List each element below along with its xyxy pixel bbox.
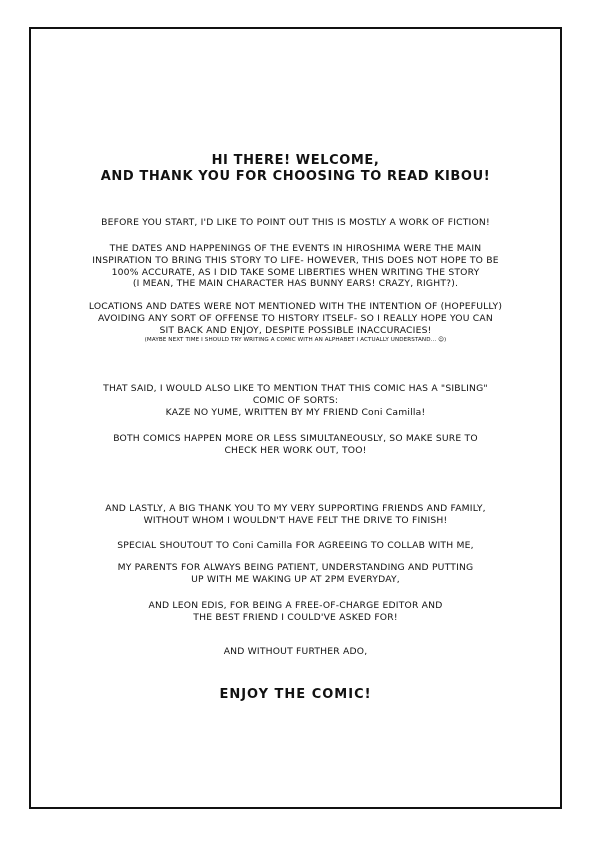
small-note-line: (MAYBE NEXT TIME I SHOULD TRY WRITING A COMIC WITH AN ALPHABET I ACTUALLY UNDERSTAND... ☺) (144, 337, 447, 343)
shoutout-end: FOR AGREEING TO COLLAB WITH ME, (292, 540, 474, 551)
sibling-line-2: COMIC OF SORTS: (252, 394, 339, 406)
dates-line-2: INSPIRATION TO BRING THIS STORY TO LIFE- HOWEVER, THIS DOES NOT HOPE TO BE (92, 254, 499, 266)
further-ado-paragraph (61, 646, 530, 658)
leon-paragraph (61, 600, 530, 624)
shoutout-start: SPECIAL SHOUTOUT TO (117, 540, 233, 551)
dates-paragraph (61, 243, 530, 290)
locations-line-1: LOCATIONS AND DATES WERE NOT MENTIONED WITH THE INTENTION OF (HOPEFULLY) (88, 301, 503, 312)
sibling-comic-title: KAZE NO YUME (165, 406, 239, 418)
thanks-paragraph (61, 503, 530, 527)
shoutout-friend-name: Coni Camilla (232, 540, 293, 551)
simultaneous-paragraph (61, 433, 530, 457)
thanks-line-2: WITHOUT WHOM I WOULDN'T HAVE FELT THE DRIVE TO FINISH! (143, 514, 448, 526)
leon-line-1: AND LEON EDIS, FOR BEING A FREE-OF-CHARGE EDITOR AND (148, 600, 443, 611)
parents-line-1: MY PARENTS FOR ALWAYS BEING PATIENT, UNDERSTANDING AND PUTTING (117, 562, 474, 573)
welcome-title (61, 153, 530, 185)
shoutout-line (61, 540, 530, 552)
locations-paragraph (61, 301, 530, 336)
leon-line-2: THE BEST FRIEND I COULD'VE ASKED FOR! (193, 611, 398, 623)
dates-line-1: THE DATES AND HAPPENINGS OF THE EVENTS IN HIROSHIMA WERE THE MAIN (109, 243, 482, 254)
parents-paragraph (61, 562, 530, 586)
shoutout-paragraph (61, 540, 530, 552)
further-ado-line: AND WITHOUT FURTHER ADO, (223, 646, 368, 657)
simultaneous-line-1: BOTH COMICS HAPPEN MORE OR LESS SIMULTANEOUSLY, SO MAKE SURE TO (113, 433, 478, 444)
welcome-title-line-2: AND THANK YOU FOR CHOOSING TO READ KIBOU! (100, 169, 491, 184)
page-border (29, 27, 562, 809)
intro-paragraph (61, 217, 530, 229)
sibling-line-1: THAT SAID, I WOULD ALSO LIKE TO MENTION THAT THIS COMIC HAS A "SIBLING" (103, 383, 488, 394)
thanks-line-1: AND LASTLY, A BIG THANK YOU TO MY VERY SUPPORTING FRIENDS AND FAMILY, (105, 503, 486, 514)
dates-line-4: (I MEAN, THE MAIN CHARACTER HAS BUNNY EARS! CRAZY, RIGHT?). (132, 278, 459, 290)
sibling-line-3 (61, 407, 530, 419)
friend-name: Coni Camilla (361, 406, 422, 418)
locations-line-2: AVOIDING ANY SORT OF OFFENSE TO HISTORY ITSELF- SO I REALLY HOPE YOU CAN (98, 312, 493, 324)
welcome-title-line-1: HI THERE! WELCOME, (211, 153, 380, 168)
simultaneous-line-2: CHECK HER WORK OUT, TOO! (224, 444, 367, 456)
sibling-paragraph (61, 383, 530, 418)
closing-title (61, 687, 530, 703)
dates-line-3: 100% ACCURATE, AS I DID TAKE SOME LIBERTIES WHEN WRITING THE STORY (111, 266, 480, 278)
closing-line: ENJOY THE COMIC! (219, 687, 372, 702)
locations-line-3: SIT BACK AND ENJOY, DESPITE POSSIBLE INACCURACIES! (159, 324, 432, 336)
sibling-comic-end: ! (421, 406, 426, 418)
intro-line: BEFORE YOU START, I'D LIKE TO POINT OUT THIS IS MOSTLY A WORK OF FICTION! (101, 217, 490, 228)
small-note (61, 337, 530, 344)
sibling-comic-rest: , WRITTEN BY MY FRIEND (238, 406, 362, 418)
parents-line-2: UP WITH ME WAKING UP AT 2PM EVERYDAY, (191, 573, 400, 585)
